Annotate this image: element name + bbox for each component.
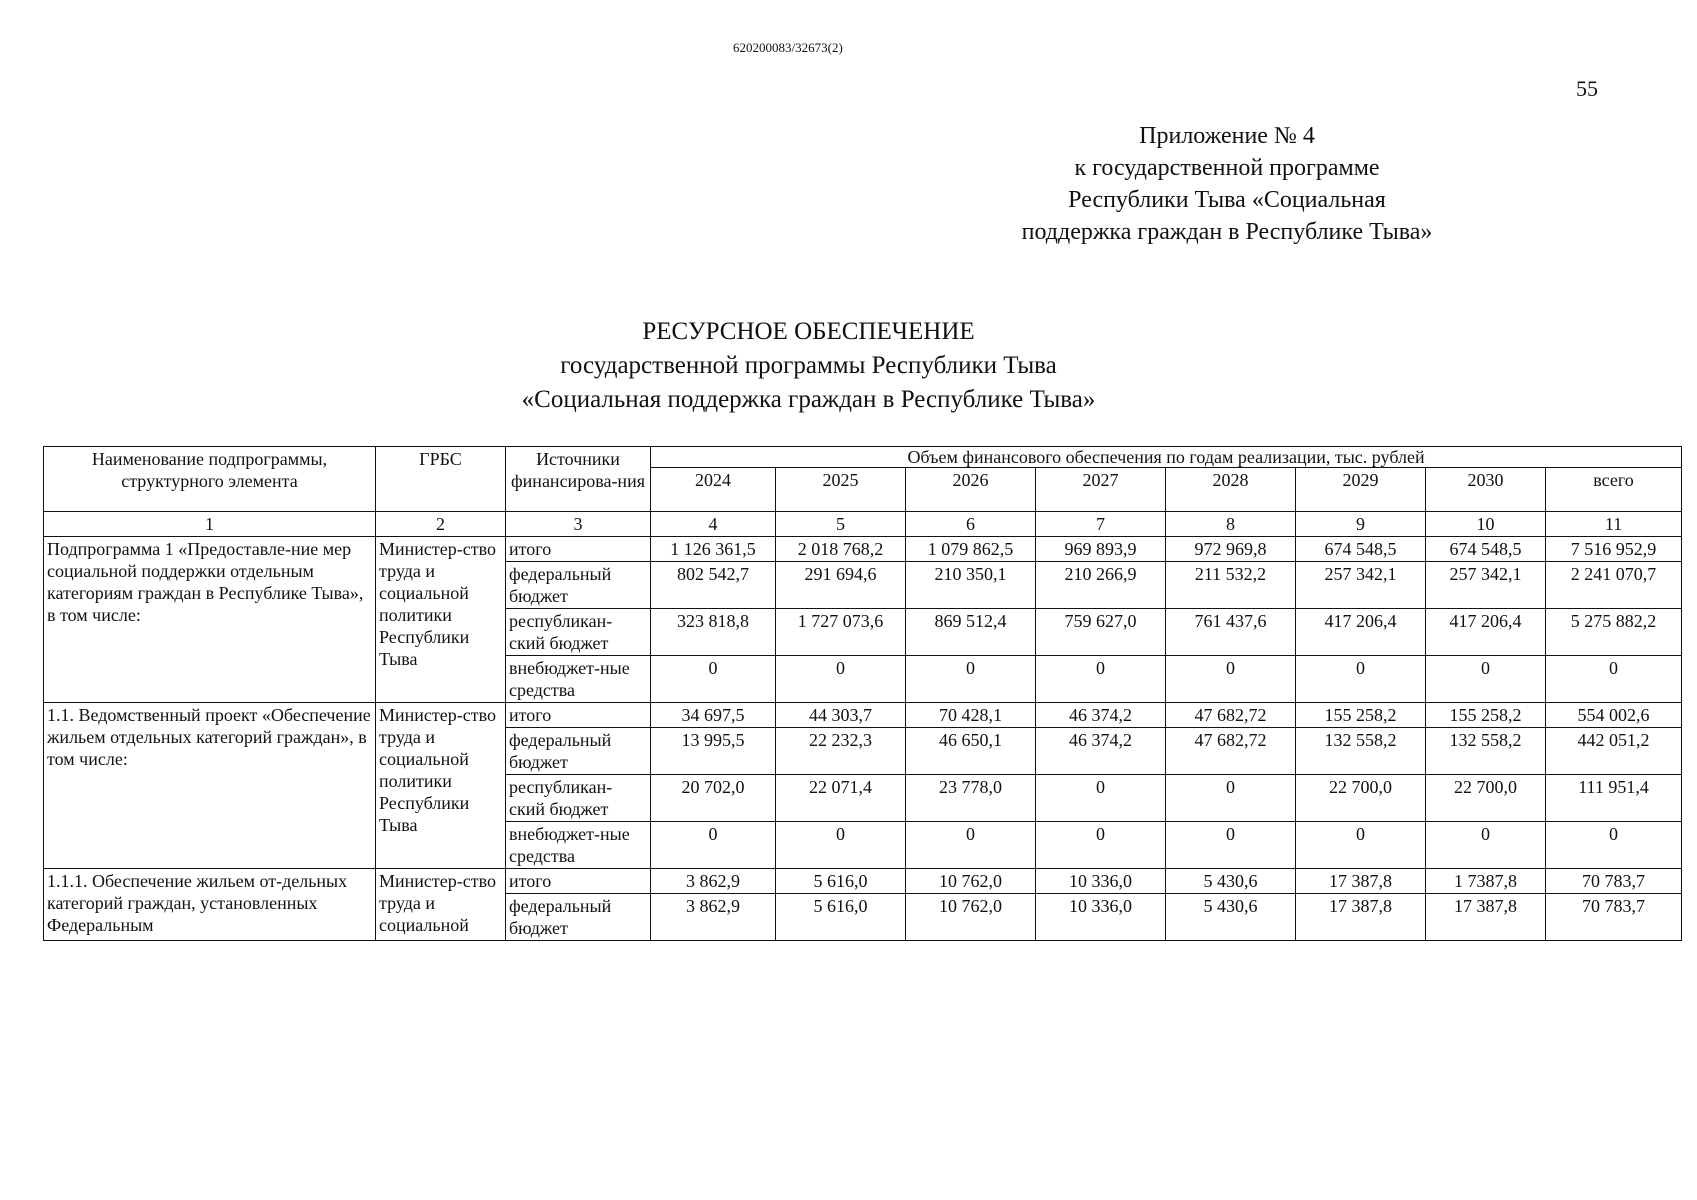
column-number: 5	[776, 512, 906, 537]
cell-total: 2 241 070,7	[1546, 562, 1682, 609]
cell-value: 47 682,72	[1166, 728, 1296, 775]
cell-value: 10 336,0	[1036, 869, 1166, 894]
title-main: РЕСУРСНОЕ ОБЕСПЕЧЕНИЕ	[642, 318, 975, 345]
cell-value: 759 627,0	[1036, 609, 1166, 656]
row-source: итого	[506, 537, 651, 562]
column-number: 1	[44, 512, 376, 537]
document-id: 620200083/32673(2)	[733, 40, 843, 55]
cell-value: 47 682,72	[1166, 703, 1296, 728]
cell-total: 7 516 952,9	[1546, 537, 1682, 562]
cell-value: 23 778,0	[906, 775, 1036, 822]
cell-value: 674 548,5	[1426, 537, 1546, 562]
column-number: 11	[1546, 512, 1682, 537]
cell-value: 761 437,6	[1166, 609, 1296, 656]
cell-value: 44 303,7	[776, 703, 906, 728]
appendix-line: поддержка граждан в Республике Тыва»	[1021, 219, 1433, 245]
column-number: 10	[1426, 512, 1546, 537]
cell-value: 969 893,9	[1036, 537, 1166, 562]
cell-value: 0	[1166, 822, 1296, 869]
cell-value: 46 374,2	[1036, 728, 1166, 775]
cell-value: 3 862,9	[651, 894, 776, 941]
cell-value: 0	[1426, 822, 1546, 869]
appendix-line: Республики Тыва «Социальная	[1068, 187, 1386, 213]
cell-value: 20 702,0	[651, 775, 776, 822]
cell-value: 3 862,9	[651, 869, 776, 894]
row-grbs: Министер-ство труда и социальной политики Республики Тыва	[376, 537, 506, 703]
cell-value: 132 558,2	[1426, 728, 1546, 775]
cell-value: 211 532,2	[1166, 562, 1296, 609]
cell-value: 10 762,0	[906, 869, 1036, 894]
appendix-line: к государственной программе	[1074, 155, 1380, 181]
table-row	[44, 703, 1682, 728]
cell-value: 0	[1426, 656, 1546, 703]
cell-value: 1 7387,8	[1426, 869, 1546, 894]
cell-value: 674 548,5	[1296, 537, 1426, 562]
appendix-block	[927, 120, 1527, 248]
cell-value: 2 018 768,2	[776, 537, 906, 562]
cell-value: 22 700,0	[1296, 775, 1426, 822]
cell-value: 0	[651, 822, 776, 869]
cell-value: 155 258,2	[1426, 703, 1546, 728]
cell-value: 46 650,1	[906, 728, 1036, 775]
cell-value: 46 374,2	[1036, 703, 1166, 728]
row-source: внебюджет-ные средства	[506, 656, 651, 703]
cell-value: 1 727 073,6	[776, 609, 906, 656]
cell-value: 257 342,1	[1426, 562, 1546, 609]
cell-value: 869 512,4	[906, 609, 1036, 656]
appendix-line: Приложение № 4	[1139, 123, 1315, 149]
row-source: федеральный бюджет	[506, 562, 651, 609]
cell-value: 210 266,9	[1036, 562, 1166, 609]
cell-value: 1 126 361,5	[651, 537, 776, 562]
cell-value: 0	[1166, 656, 1296, 703]
column-number: 9	[1296, 512, 1426, 537]
row-name: Подпрограмма 1 «Предоставле-ние мер социальной поддержки отдельным категориям граждан в Республике Тыва», в том числе:	[44, 537, 376, 703]
cell-value: 972 969,8	[1166, 537, 1296, 562]
header-year: 2030	[1426, 468, 1546, 512]
row-grbs: Министер-ство труда и социальной политики Республики Тыва	[376, 703, 506, 869]
cell-value: 10 762,0	[906, 894, 1036, 941]
column-number: 7	[1036, 512, 1166, 537]
row-source: итого	[506, 703, 651, 728]
cell-value: 70 428,1	[906, 703, 1036, 728]
cell-total: 554 002,6	[1546, 703, 1682, 728]
title-line3: «Социальная поддержка граждан в Республике Тыва»	[521, 386, 1096, 413]
header-source: Источники финансирова-ния	[506, 447, 651, 512]
column-number: 6	[906, 512, 1036, 537]
cell-value: 0	[1036, 822, 1166, 869]
cell-value: 417 206,4	[1426, 609, 1546, 656]
cell-value: 5 616,0	[776, 869, 906, 894]
row-name: 1.1.1. Обеспечение жильем от-дельных категорий граждан, установленных Федеральным	[44, 869, 376, 941]
cell-value: 0	[1036, 656, 1166, 703]
header-year: 2025	[776, 468, 906, 512]
cell-value: 0	[1036, 775, 1166, 822]
cell-total: 111 951,4	[1546, 775, 1682, 822]
header-year: 2026	[906, 468, 1036, 512]
column-number: 2	[376, 512, 506, 537]
row-source: республикан-ский бюджет	[506, 775, 651, 822]
cell-value: 802 542,7	[651, 562, 776, 609]
cell-value: 22 700,0	[1426, 775, 1546, 822]
cell-total: 5 275 882,2	[1546, 609, 1682, 656]
header-total: всего	[1546, 468, 1682, 512]
column-number-row	[44, 512, 1682, 537]
column-number: 3	[506, 512, 651, 537]
cell-value: 417 206,4	[1296, 609, 1426, 656]
cell-value: 17 387,8	[1426, 894, 1546, 941]
document-title	[0, 315, 1697, 417]
header-year: 2029	[1296, 468, 1426, 512]
title-line2: государственной программы Республики Тыва	[560, 352, 1057, 379]
cell-total: 70 783,7	[1546, 894, 1682, 941]
cell-value: 0	[906, 656, 1036, 703]
cell-value: 1 079 862,5	[906, 537, 1036, 562]
cell-value: 0	[776, 822, 906, 869]
cell-value: 5 430,6	[1166, 894, 1296, 941]
cell-value: 132 558,2	[1296, 728, 1426, 775]
column-number: 8	[1166, 512, 1296, 537]
cell-value: 22 071,4	[776, 775, 906, 822]
header-year: 2027	[1036, 468, 1166, 512]
cell-total: 0	[1546, 656, 1682, 703]
cell-value: 323 818,8	[651, 609, 776, 656]
row-source: внебюджет-ные средства	[506, 822, 651, 869]
cell-value: 17 387,8	[1296, 869, 1426, 894]
cell-value: 10 336,0	[1036, 894, 1166, 941]
header-volume: Объем финансового обеспечения по годам реализации, тыс. рублей	[651, 447, 1682, 468]
cell-value: 17 387,8	[1296, 894, 1426, 941]
header-year: 2024	[651, 468, 776, 512]
header-name: Наименование подпрограммы, структурного элемента	[44, 447, 376, 512]
page-number: 55	[1576, 76, 1598, 101]
cell-value: 0	[651, 656, 776, 703]
row-source: федеральный бюджет	[506, 894, 651, 941]
cell-total: 70 783,7	[1546, 869, 1682, 894]
cell-value: 257 342,1	[1296, 562, 1426, 609]
cell-value: 155 258,2	[1296, 703, 1426, 728]
cell-value: 291 694,6	[776, 562, 906, 609]
cell-total: 0	[1546, 822, 1682, 869]
cell-value: 0	[1296, 822, 1426, 869]
resource-table	[43, 446, 1682, 941]
table-row	[44, 869, 1682, 894]
cell-value: 5 430,6	[1166, 869, 1296, 894]
cell-value: 0	[906, 822, 1036, 869]
row-name: 1.1. Ведомственный проект «Обеспечение жильем отдельных категорий граждан», в том числе:	[44, 703, 376, 869]
cell-value: 5 616,0	[776, 894, 906, 941]
header-grbs: ГРБС	[376, 447, 506, 512]
cell-value: 0	[1296, 656, 1426, 703]
cell-value: 13 995,5	[651, 728, 776, 775]
row-source: республикан-ский бюджет	[506, 609, 651, 656]
cell-value: 0	[1166, 775, 1296, 822]
cell-total: 442 051,2	[1546, 728, 1682, 775]
table-row	[44, 537, 1682, 562]
table-body	[44, 537, 1682, 941]
cell-value: 34 697,5	[651, 703, 776, 728]
cell-value: 0	[776, 656, 906, 703]
row-grbs: Министер-ство труда и социальной	[376, 869, 506, 941]
row-source: итого	[506, 869, 651, 894]
cell-value: 210 350,1	[906, 562, 1036, 609]
column-number: 4	[651, 512, 776, 537]
header-year: 2028	[1166, 468, 1296, 512]
row-source: федеральный бюджет	[506, 728, 651, 775]
cell-value: 22 232,3	[776, 728, 906, 775]
